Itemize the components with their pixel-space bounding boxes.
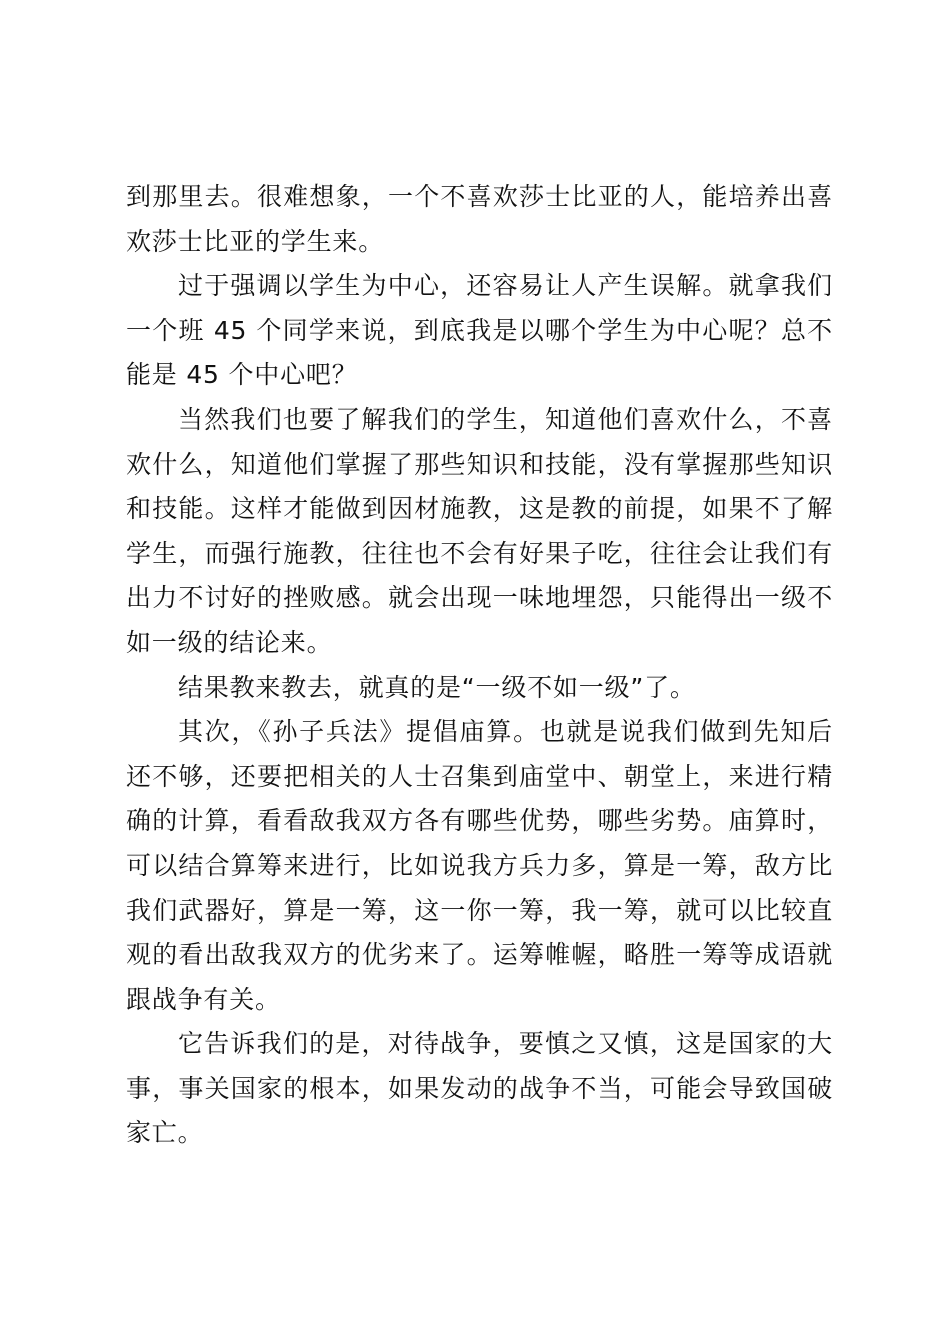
paragraph-1: 到那里去。很难想象，一个不喜欢莎士比亚的人，能培养出喜欢莎士比亚的学生来。 [126,182,833,256]
paragraph-4: 结果教来教去，就真的是“一级不如一级”了。 [178,672,696,702]
paragraph-6: 它告诉我们的是，对待战争，要慎之又慎，这是国家的大事，事关国家的根本，如果发动的战争不当，可能会导致国破家亡。 [126,1029,833,1148]
paragraph-2: 过于强调以学生为中心，还容易让人产生误解。就拿我们一个班 45 个同学来说，到底我是以哪个学生为中心呢？总不能是 45 个中心吧？ [126,271,833,390]
paragraph-5: 其次，《孙子兵法》提倡庙算。也就是说我们做到先知后还不够，还要把相关的人士召集到庙堂中、朝堂上，来进行精确的计算，看看敌我双方各有哪些优势，哪些劣势。庙算时，可以结合算筹来进行，比如说我方兵力多，算是一筹，敌方比我们武器好，算是一筹，这一你一筹，我一筹，就可以比较直观的看出敌我双方的优劣来了。运筹帷幄，略胜一筹等成语就跟战争有关。 [126,717,833,1014]
paragraph-3: 当然我们也要了解我们的学生，知道他们喜欢什么，不喜欢什么，知道他们掌握了那些知识和技能，没有掌握那些知识和技能。这样才能做到因材施教，这是教的前提，如果不了解学生，而强行施教，往往也不会有好果子吃，往往会让我们有出力不讨好的挫败感。就会出现一味地埋怨，只能得出一级不如一级的结论来。 [126,404,833,657]
document-body [126,175,833,1156]
